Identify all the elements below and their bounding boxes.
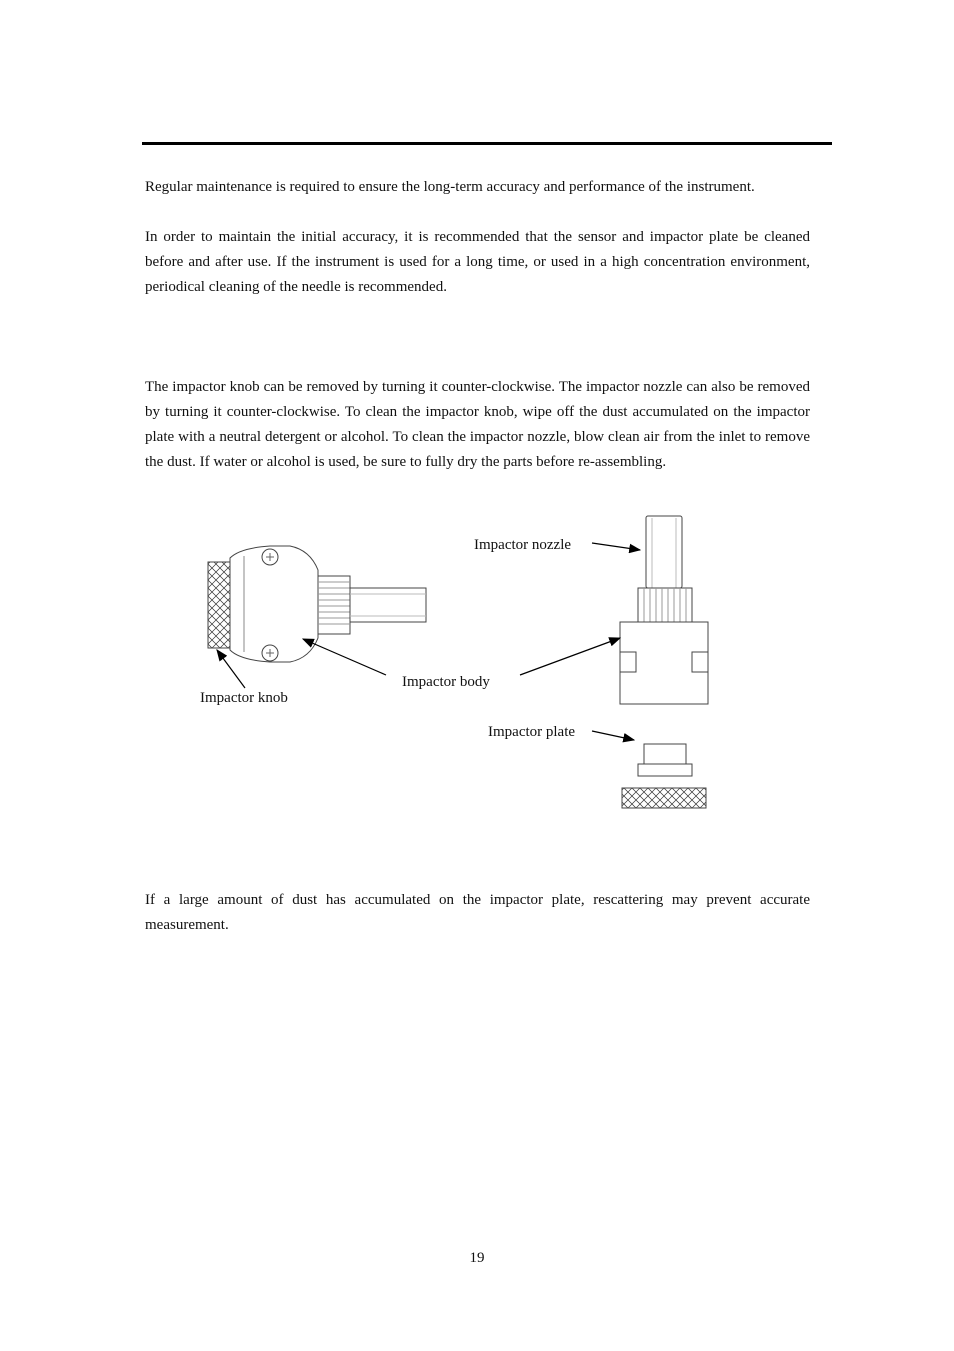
arrow-plate — [592, 731, 634, 740]
arrow-nozzle — [592, 543, 640, 550]
paragraph-cleaning-recommendation: In order to maintain the initial accuracy, it is recommended that the sensor and impactor plate be cleaned before and after use. If the instrument is used for a long time, or used in a high concentration environment, periodical cleaning of the needle is recommended. — [145, 229, 810, 295]
impactor-diagram — [0, 500, 954, 830]
paragraph-impactor-cleaning: The impactor knob can be removed by turning it counter-clockwise. The impactor nozzle can also be removed by turning it counter-clockwise. To clean the impactor knob, wipe off the dust accumulated on the impactor plate with a neutral detergent or alcohol. To clean the impactor nozzle, blow clean air from the inlet to remove the dust. If water or alcohol is used, be sure to fully dry the parts before re-assembling. — [145, 379, 810, 470]
plate-base-hatched — [622, 788, 706, 808]
plate-top-right — [644, 744, 686, 764]
paragraph-maintenance-intro: Regular maintenance is required to ensure the long-term accuracy and performance of the instrument. — [145, 179, 755, 195]
label-impactor-knob: Impactor knob — [200, 690, 288, 706]
header-rule — [142, 142, 832, 145]
arrow-body-right — [520, 638, 620, 675]
label-impactor-body: Impactor body — [402, 674, 490, 690]
nozzle-tube-right — [646, 516, 682, 588]
page-number: 19 — [469, 1250, 485, 1266]
exploded-impactor — [620, 516, 708, 808]
arrow-body-left — [303, 639, 386, 675]
knob-hatched-left — [208, 562, 230, 648]
label-impactor-nozzle: Impactor nozzle — [474, 537, 572, 553]
label-impactor-plate: Impactor plate — [488, 724, 576, 740]
paragraph-rescattering-note: If a large amount of dust has accumulated on the impactor plate, rescattering may prevent accurate measurement. — [145, 892, 810, 933]
